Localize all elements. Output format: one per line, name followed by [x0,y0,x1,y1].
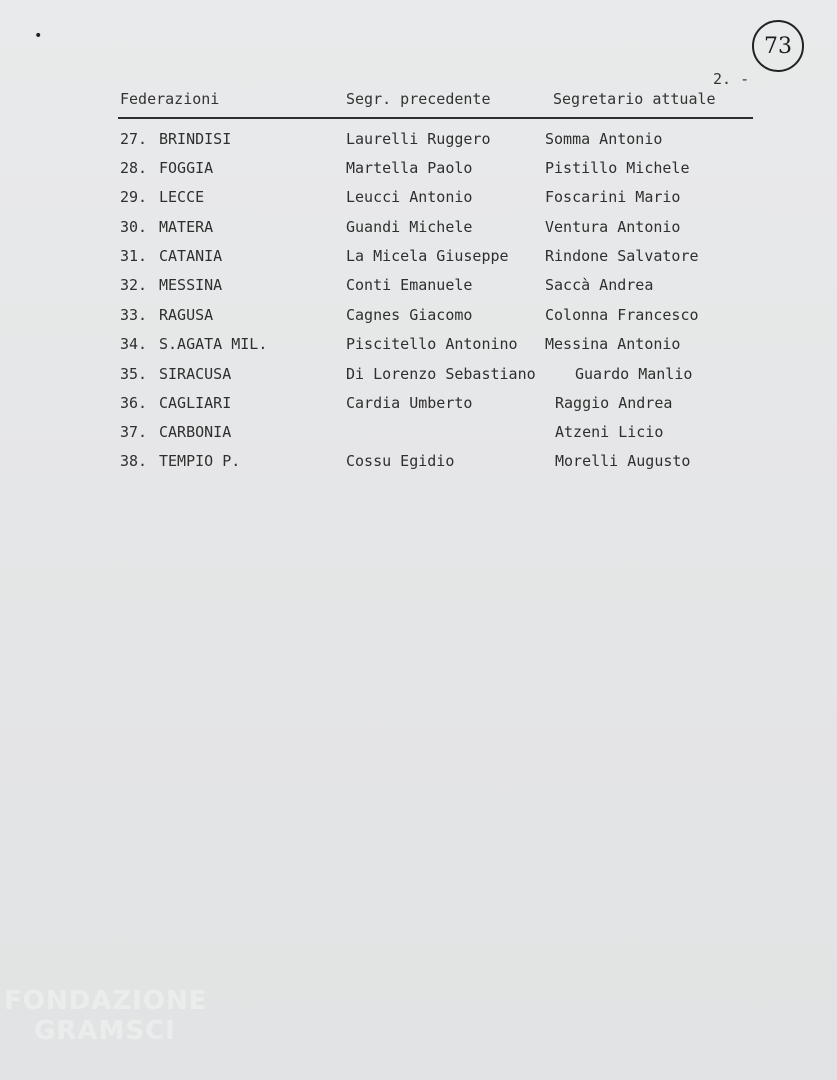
row-number: 27. [120,130,148,148]
row-segr-precedente: Conti Emanuele [346,276,473,294]
row-segr-precedente: Cossu Egidio [346,452,455,470]
header-rule [118,117,753,119]
header-segretario-attuale: Segretario attuale [553,90,716,108]
table-row [0,333,837,357]
row-segretario-attuale: Saccà Andrea [545,276,654,294]
row-number: 28. [120,159,148,177]
row-segr-precedente: La Micela Giuseppe [346,247,509,265]
row-number: 29. [120,188,148,206]
row-segretario-attuale: Somma Antonio [545,130,663,148]
row-number: 33. [120,306,148,324]
stray-mark: • [34,28,45,44]
row-segr-precedente: Cardia Umberto [346,394,473,412]
row-segretario-attuale: Rindone Salvatore [545,247,699,265]
fondazione-gramsci-watermark [4,986,208,1046]
header-segr-precedente: Segr. precedente [346,90,491,108]
row-number: 30. [120,218,148,236]
row-federazione: CARBONIA [159,423,232,441]
row-segr-precedente: Laurelli Ruggero [346,130,491,148]
row-segretario-attuale: Morelli Augusto [555,452,691,470]
row-federazione: S.AGATA MIL. [159,335,268,353]
row-number: 31. [120,247,148,265]
table-row [0,450,837,474]
circled-page-number [752,20,804,72]
table-row [0,421,837,445]
row-number: 32. [120,276,148,294]
table-row [0,245,837,269]
watermark-line-2: GRAMSCI [34,1016,176,1046]
row-number: 34. [120,335,148,353]
row-number: 36. [120,394,148,412]
row-number: 35. [120,365,148,383]
row-federazione: TEMPIO P. [159,452,241,470]
row-segretario-attuale: Foscarini Mario [545,188,681,206]
table-row [0,157,837,181]
row-segr-precedente: Leucci Antonio [346,188,473,206]
row-segretario-attuale: Atzeni Licio [555,423,664,441]
row-segr-precedente: Piscitello Antonino [346,335,518,353]
page-number: 2. - [713,70,750,88]
row-segretario-attuale: Ventura Antonio [545,218,681,236]
row-segr-precedente: Martella Paolo [346,159,473,177]
row-federazione: FOGGIA [159,159,214,177]
row-segretario-attuale: Pistillo Michele [545,159,690,177]
row-segr-precedente: Di Lorenzo Sebastiano [346,365,536,383]
row-federazione: MESSINA [159,276,223,294]
row-federazione: MATERA [159,218,214,236]
row-federazione: RAGUSA [159,306,214,324]
row-federazione: CAGLIARI [159,394,232,412]
circled-page-number-text: 73 [764,33,792,59]
table-row [0,392,837,416]
header-federazioni: Federazioni [120,90,220,108]
table-row [0,216,837,240]
row-segretario-attuale: Guardo Manlio [575,365,693,383]
table-row [0,274,837,298]
row-segr-precedente: Cagnes Giacomo [346,306,473,324]
table-row [0,363,837,387]
row-segretario-attuale: Colonna Francesco [545,306,699,324]
row-federazione: CATANIA [159,247,223,265]
row-number: 38. [120,452,148,470]
row-segretario-attuale: Raggio Andrea [555,394,673,412]
table-row [0,128,837,152]
row-segretario-attuale: Messina Antonio [545,335,681,353]
row-federazione: SIRACUSA [159,365,232,383]
row-federazione: BRINDISI [159,130,232,148]
row-segr-precedente: Guandi Michele [346,218,473,236]
watermark-line-1: FONDAZIONE [4,986,208,1016]
row-federazione: LECCE [159,188,205,206]
table-row [0,304,837,328]
table-row [0,186,837,210]
row-number: 37. [120,423,148,441]
